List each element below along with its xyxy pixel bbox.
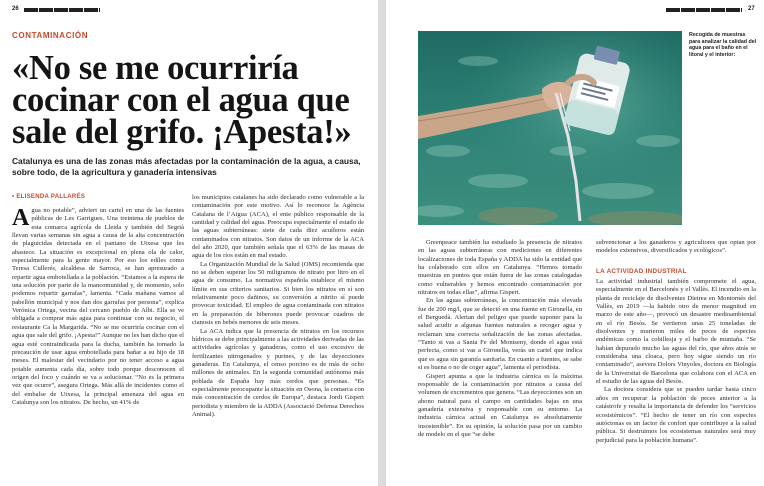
page-number-left: 26	[12, 6, 19, 12]
column-4	[596, 278, 756, 483]
right-page	[386, 0, 764, 486]
column-1	[12, 207, 184, 483]
column-3-paragraph: Gispert apunta a que la industria cárnica es la máxima responsable de la contaminación por nitratos a causa del volumen de excrementos que genera. “Las deyecciones son un abono natural para el campo en cantidades bajas en una ganadería extensiva y responsable con su entorno. La industria cárnica actual en Catalunya es absolutamente insostenible”. En su opinión, la solución pasa por un cambio de modelo en el que “se debe	[418, 372, 582, 438]
spread-gutter	[378, 0, 386, 486]
column-4-top	[596, 239, 756, 266]
column-1-text: gua no potable”, adviert un cartel en una de las fuentes públicas de Les Garrigues. Una treintena de pueblos de esta comarca agrícola de Lleida y también del Segrià llevan varias semanas sin agua a causa de la alta concentración de plaguicidas detectada en el pantano de Utxesa que les abastece. La situación es excepcional en plena ola de calor, especialmente para la gente mayor. Por eso los edíles como Teresa Cullerés, alcaldesa de Sarroca, se han apresurado a repartir agua embotellada a la población. “Estamos a la espera de una solución por parte de la mancomunidad y, de momento, solo podemos repartir garrafas”, lamenta. “Cada mañana vamos al pabellón municipal y nos dan dos garrafas por persona”, explica Verónica Ortega, vecina del cercano pueblo de Albi. Ella se ve obligada a comprar más agua para continuar con su negocio, el restaurante Ca la Margarida. “No se me ocurriría cocinar con el agua que sale del grifo. ¡Apesta!” Aunque no les han dicho que el agua esté contraindicada para la ducha, también ha tomado la precaución de usar agua embotellada para bañar a su hijo de 18 meses. El malestar del vecindario por no tener acceso a agua potable aumenta cada día, sobre todo porque desconocen el origen del foco y cuándo se va a solucionar. “No es la primera vez que ocurre”, asegura Ortega. Más allá de incidentes como el del embalse de Utxesa, la principal amenaza del agua en Catalunya son los nitratos. De hecho, un 41% de	[12, 207, 184, 406]
column-2-paragraph: los municipios catalanes ha sido declarado como vulnerable a la contaminación por este motivo. Así lo reconoce la Agència Catalana de l’Aigua (ACA), el ente público responsable de la cantidad y calidad del agua. Preocupa especialmente el estado de las aguas subterráneas: siete de cada diez acuíferos están contaminados con nitratos. Son datos de un informe de la ACA del año 2020, que también señala que el 63% de las masas de agua de los ríos están en mal estado.	[192, 194, 364, 260]
column-4-paragraph: La doctora considera que se pueden tardar hasta cinco años en recuperar la población de peces anterior a la catástrofe y resalta la importancia de defender los “servicios ecosistémicos”. “El hecho de tener un río con especies autóctonas es un factor de confort que contribuye a la salud pública. Si destruimos los ecosistemas naturales será muy perjudicial para la población humana”.	[596, 386, 756, 444]
page-number-right: 27	[748, 6, 755, 12]
column-3	[418, 239, 582, 483]
water-sampling-illustration	[418, 31, 682, 225]
left-page	[0, 0, 378, 486]
drop-cap: A	[12, 207, 30, 231]
column-4-paragraph: La actividad industrial también compromete el agua, especialmente en el Barcelonès y el Vallès. El incendio en la planta de reciclaje de disolventes Dietrea en Montornès del Vallès, en 2019 —la habido otro de menor magnitud en marzo de este año—, provocó un desastre medioambiental en el río Besòs. Se vertieron unas 25 toneladas de disolventes y murieron miles de peces de especies endémicas como la cobillesja y el barbo de muntaña. “Se habían depurado mucho las aguas del río, que años atrás se consideraba una cloaca, pero hoy sigue siendo un río contaminado”, asevera Dolors Vinyoles, doctora en Biología de la Universitat de Barcelona que colabora con el ACA en el estudio de las aguas del Besòs.	[596, 278, 756, 386]
column-2	[192, 194, 364, 483]
byline: • ELISENDA PALLARÉS	[12, 194, 86, 200]
column-2-paragraph: La Organización Mundial de la Salud (OMS) recomienda que no se deben superar los 50 miligramos de nitrato por litro en el agua de consumo. La normativa española establece el mismo límite en sus criterios sanitarios. Si bien los nitratos en sí son relativamente poco dañinos, su conversión a nitrito sí puede provocar toxicidad. El empleo de agua contaminada con nitratos en la preparación de biberones puede provocar cuadros de cianosis en bebés menores de seis meses.	[192, 260, 364, 327]
header-rule-left	[24, 8, 100, 12]
column-3-paragraph: Greenpeace también ha estudiado la presencia de nitratos en las aguas subterráneas con mediciones en diferentes localizaciones de toda España y ADDA ha sido la entidad que ha colaborado con ellos en Catalunya. “Hemos tomado muestras en puntos que están fuera de las zonas catalogadas como vulnerables y hemos encontrado contaminación por nitratos en todas ellas”, afirma Gispert.	[418, 239, 582, 297]
column-4-paragraph: subvencionar a los ganaderos y agricultores que optan por modelos extensivos, diversificados y ecológicos”.	[596, 239, 756, 255]
column-2-paragraph: La ACA indica que la presencia de nitratos en los recursos hídricos se debe principalmente a las actividades derivadas de las actividades agrícolas y ganaderas, como el uso excesivo de fertilizantes nitrogenados y purines, y de las deyecciones ganaderas. En Catalunya, el censo porcino es de más de ocho millones de animales. En la segunda comunidad autónoma más poblada de España hay más cerdos que personas. “Es especialmente preocupante la situación en Osona, la comarca con más concentración de cerdos de Europa”, destaca Jordi Gispert periodista y miembro de la ADDA (Associació Defensa Derechos Animal).	[192, 327, 364, 418]
photo-caption: Recogida de muestras para analizar la calidad del agua para el baño en el litoral y el interior:	[689, 32, 757, 58]
section-label: CONTAMINACIÓN	[12, 31, 89, 40]
headline: «No se me ocurriría cocinar con el agua que sale del grifo. ¡Apesta!»	[12, 49, 352, 151]
water-sampling-photo	[418, 31, 682, 225]
header-rule-right	[666, 8, 742, 12]
lede: Catalunya es una de las zonas más afectadas por la contaminación de la agua, a causa, sobre todo, de la agricultura y ganadería intensivas	[12, 156, 361, 177]
subheading-industrial: LA ACTIVIDAD INDUSTRIAL	[596, 268, 687, 275]
column-3-paragraph: En las aguas subterráneas, la concentración más elevada fue de 200 mg/l, que se detectó en una fuente en Gironella, en el Berguedà. Alertan del peligro que puede suponer para la salud acudir a algunas fuentes naturales a recoger agua y reclaman una correcta señalización de las zonas afectadas. “Tanto si vas a Santa Fe del Montseny, donde el agua está perfecta, como si vas a Gironella, verás un cartel que indica que es agua sin garantía sanitaria. En cuanto a fuentes, se sabe si es buena o no de coger agua”, lamenta el periodista.	[418, 297, 582, 372]
